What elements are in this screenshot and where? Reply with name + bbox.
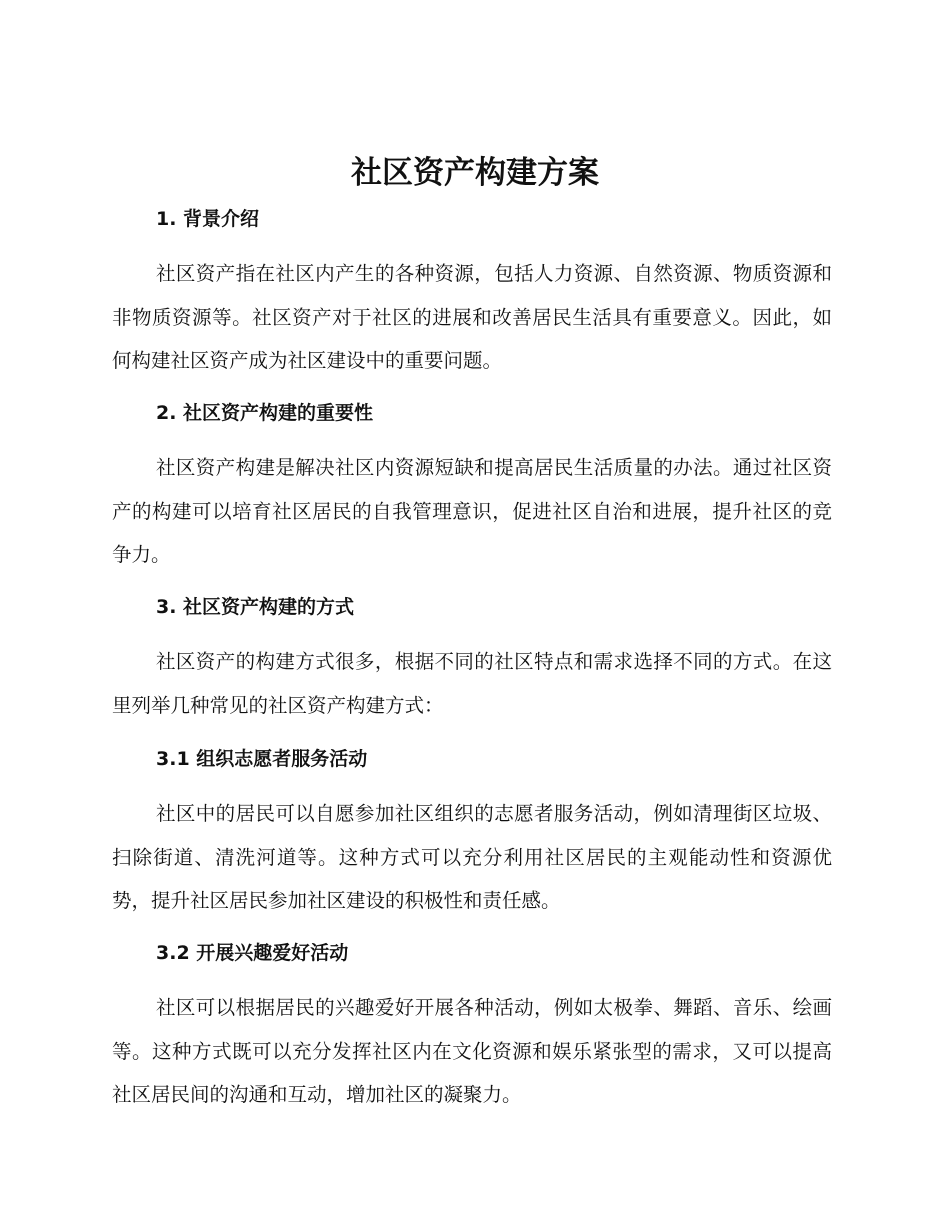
section-paragraph-background: 社区资产指在社区内产生的各种资源，包括人力资源、自然资源、物质资源和非物质资源等。社区资产对于社区的进展和改善居民生活具有重要意义。因此，如何构建社区资产成为社区建设中的重要问题。 — [112, 262, 832, 372]
section-paragraph-importance: 社区资产构建是解决社区内资源短缺和提高居民生活质量的办法。通过社区资产的构建可以培育社区居民的自我管理意识，促进社区自治和进展，提升社区的竞争力。 — [112, 456, 832, 566]
section-paragraph-hobbies: 社区可以根据居民的兴趣爱好开展各种活动，例如太极拳、舞蹈、音乐、绘画等。这种方式既可以充分发挥社区内在文化资源和娱乐紧张型的需求，又可以提高社区居民间的沟通和互动，增加社区的凝聚力。 — [112, 996, 832, 1106]
section-heading-importance: 2. 社区资产构建的重要性 — [156, 402, 374, 424]
section-heading-methods: 3. 社区资产构建的方式 — [156, 596, 355, 618]
section-paragraph-volunteer: 社区中的居民可以自愿参加社区组织的志愿者服务活动，例如清理街区垃圾、扫除街道、清洗河道等。这种方式可以充分利用社区居民的主观能动性和资源优势，提升社区居民参加社区建设的积极性和责任感。 — [112, 802, 832, 912]
section-heading-background: 1. 背景介绍 — [156, 208, 260, 230]
section-paragraph-methods: 社区资产的构建方式很多，根据不同的社区特点和需求选择不同的方式。在这里列举几种常见的社区资产构建方式： — [112, 650, 832, 717]
section-heading-volunteer: 3.1 组织志愿者服务活动 — [156, 748, 368, 770]
section-heading-hobbies: 3.2 开展兴趣爱好活动 — [156, 942, 349, 964]
document-title: 社区资产构建方案 — [351, 155, 599, 191]
